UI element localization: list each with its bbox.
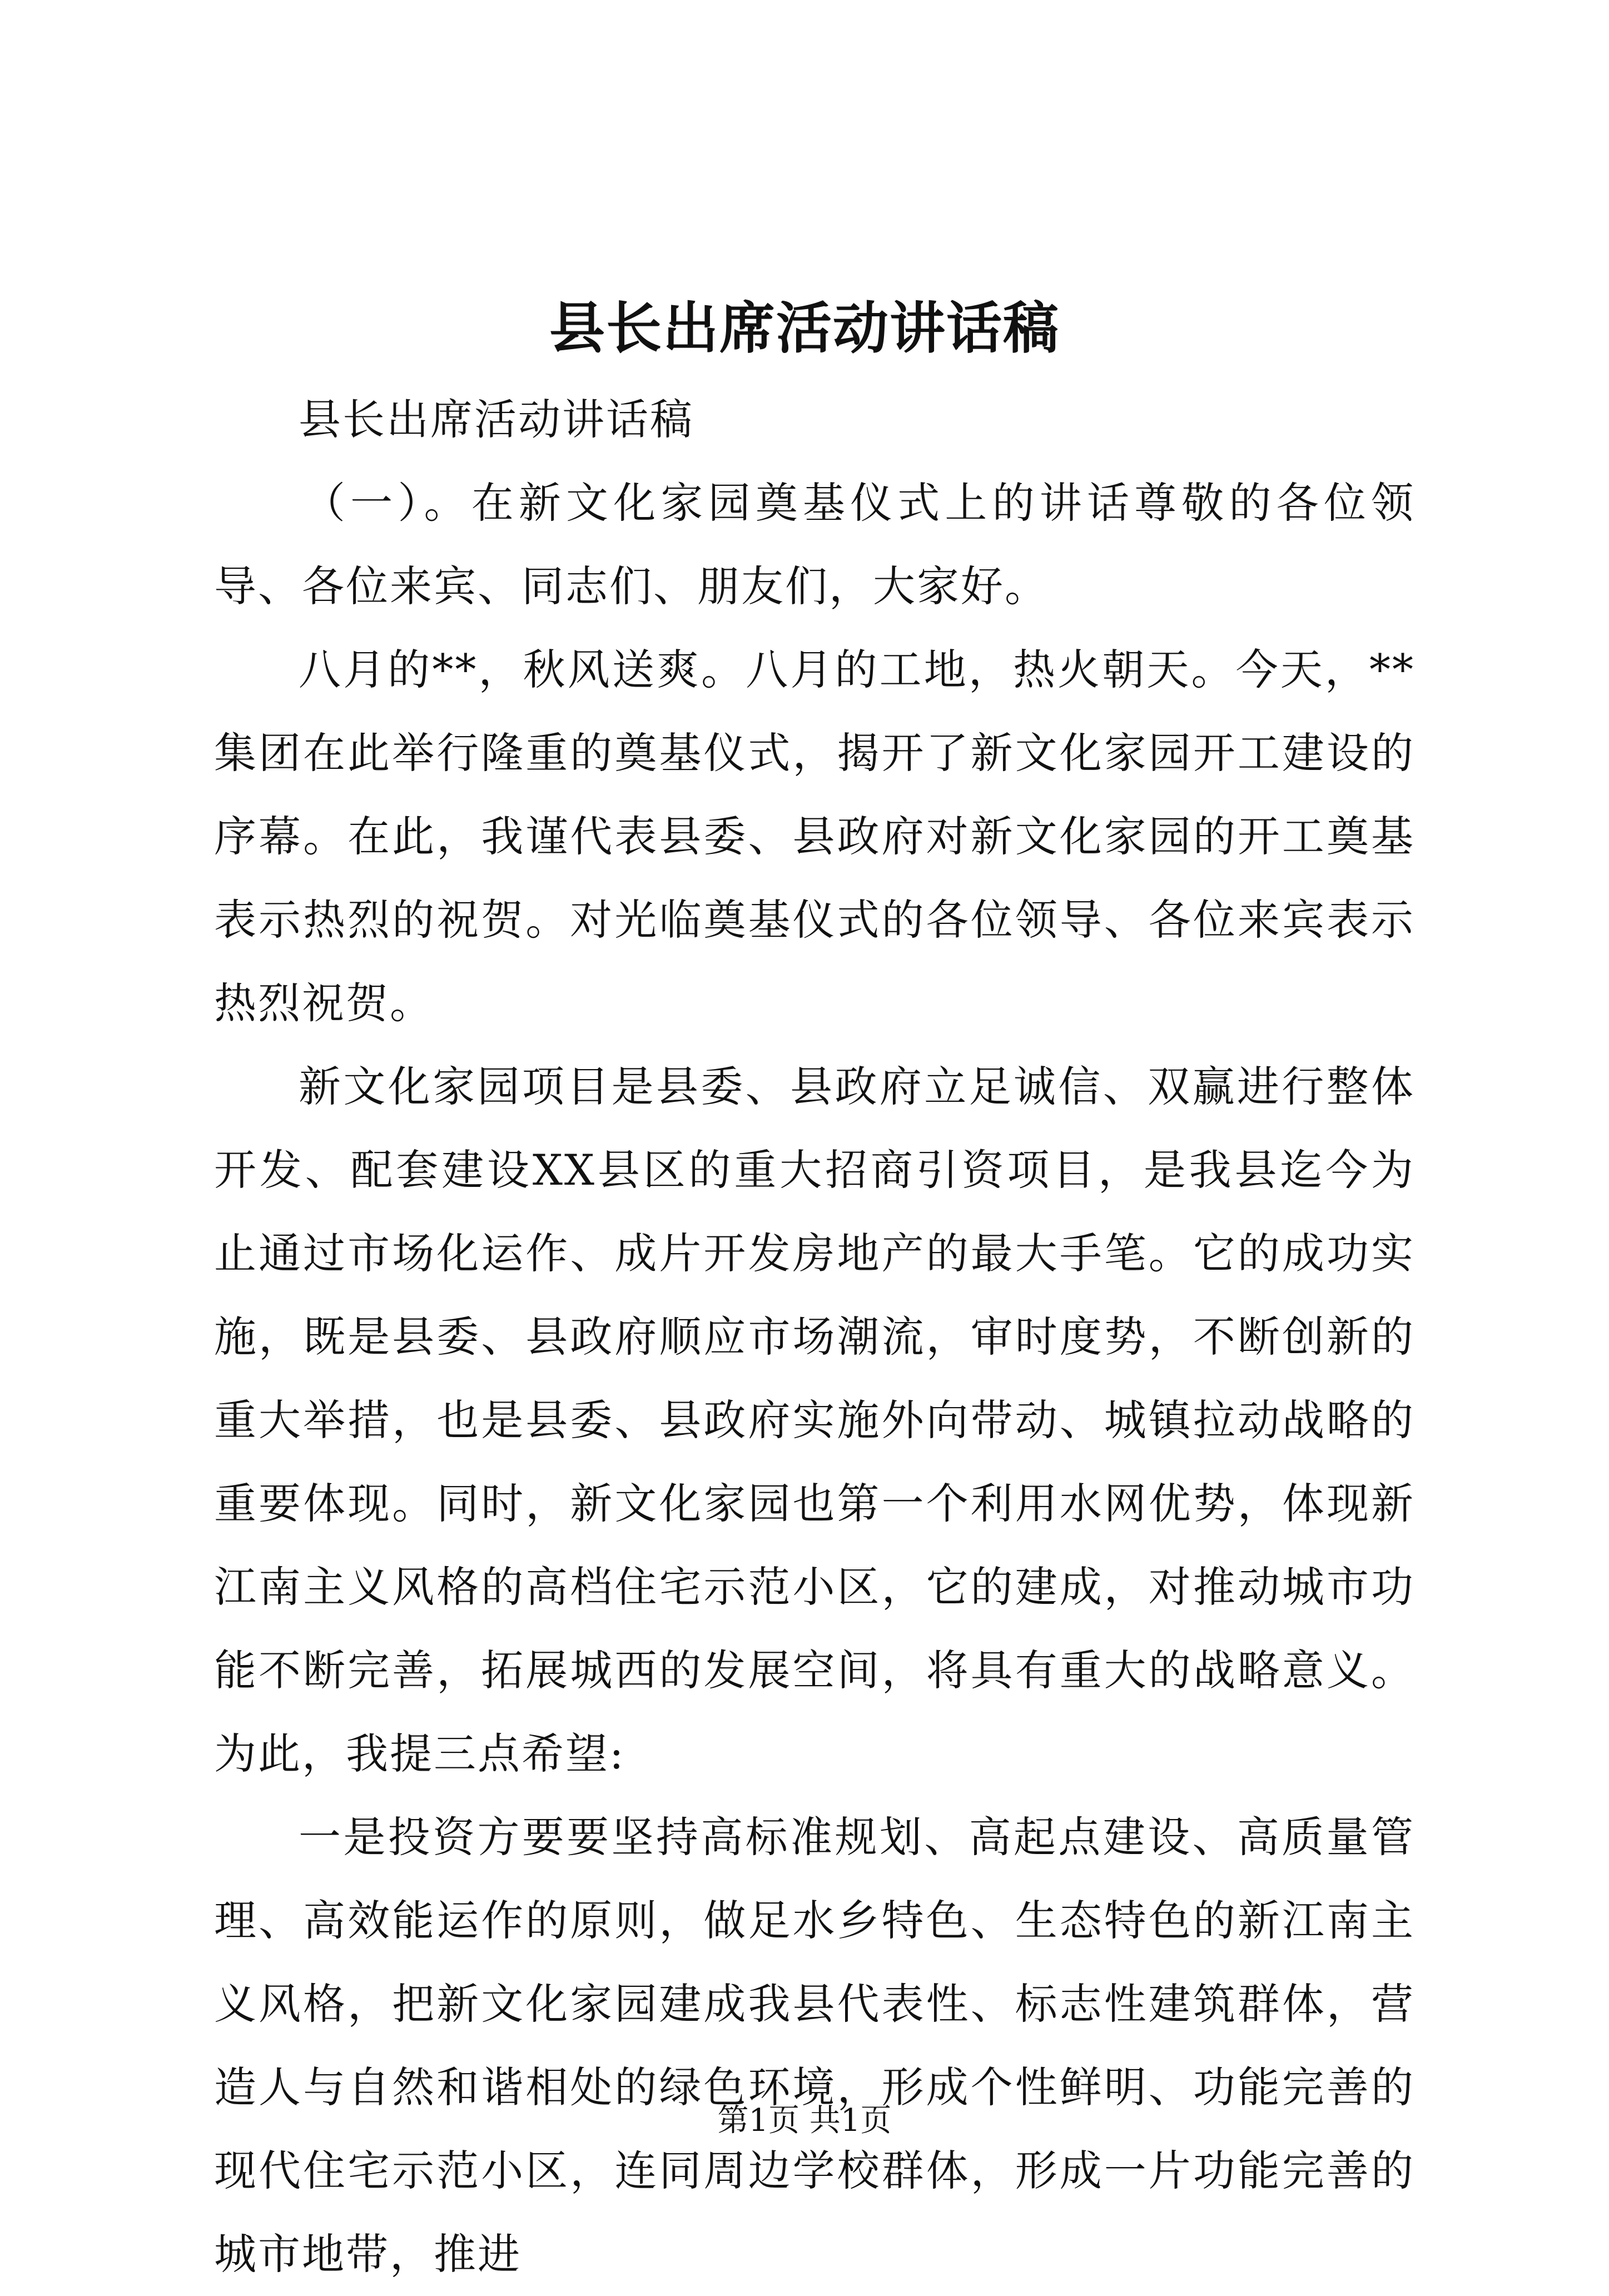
paragraph-opening: 八月的**，秋风送爽。八月的工地，热火朝天。今天，**集团在此举行隆重的奠基仪式，揭开了新文化家园开工建设的序幕。在此，我谨代表县委、县政府对新文化家园的开工奠基表示热烈的祝贺。对光临奠基仪式的各位领导、各位来宾表示热烈祝贺。 <box>214 645 1415 1028</box>
page-footer: 第1页 共1页 <box>717 2103 892 2139</box>
paragraph-hope-one: 一是投资方要要坚持高标准规划、高起点建设、高质量管理、高效能运作的原则，做足水乡特色、生态特色的新江南主义风格，把新文化家园建成我县代表性、标志性建筑群体，营造人与自然和谐相处的绿色环境，形成个性鲜明、功能完善的现代住宅示范小区，连同周边学校群体，形成一片功能完善的城市地带，推进 <box>214 1812 1415 2279</box>
paragraph-greeting: （一）。在新文化家园奠基仪式上的讲话尊敬的各位领导、各位来宾、同志们、朋友们，大家好。 <box>214 478 1415 611</box>
paragraph-project-intro: 新文化家园项目是县委、县政府立足诚信、双赢进行整体开发、配套建设XX县区的重大招商引资项目，是我县迄今为止通过市场化运作、成片开发房地产的最大手笔。它的成功实施，既是县委、县政府顺应市场潮流，审时度势，不断创新的重大举措，也是县委、县政府实施外向带动、城镇拉动战略的重要体现。同时，新文化家园也第一个利用水网优势，体现新江南主义风格的高档住宅示范小区，它的建成，对推动城市功能不断完善，拓展城西的发展空间，将具有重大的战略意义。为此，我提三点希望: <box>214 1062 1415 1778</box>
document-body <box>214 378 1415 2296</box>
document-title: 县长出席活动讲话稿 <box>549 295 1060 361</box>
paragraph-subtitle: 县长出席活动讲话稿 <box>299 395 694 444</box>
